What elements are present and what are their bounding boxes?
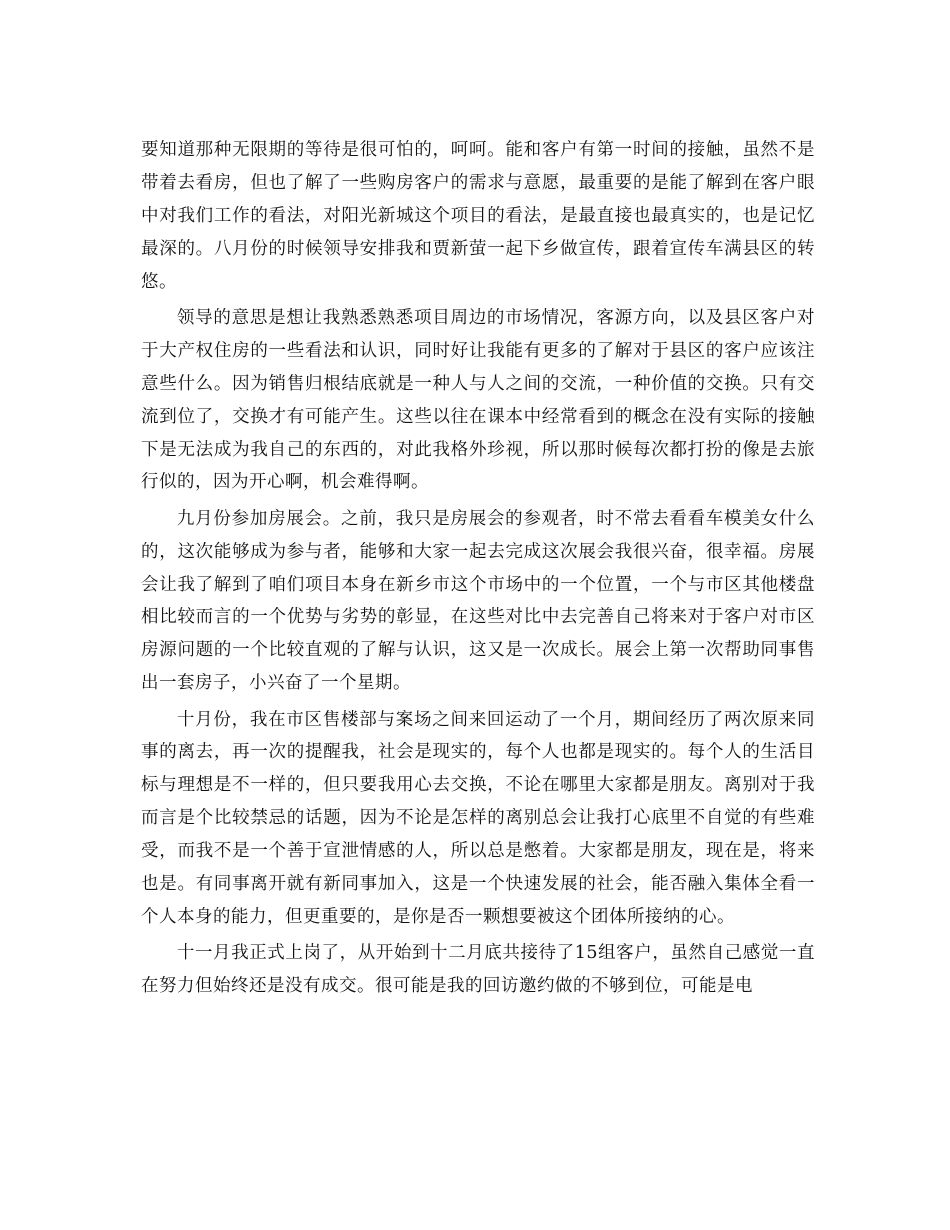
paragraph-2: 领导的意思是想让我熟悉熟悉项目周边的市场情况，客源方向，以及县区客户对于大产权住房的一些看法和认识，同时好让我能有更多的了解对于县区的客户应该注意些什么。因为销售归根结底就是一种人与人之间的交流，一种价值的交换。只有交流到位了，交换才有可能产生。这些以往在课本中经常看到的概念在没有实际的接触下是无法成为我自己的东西的，对此我格外珍视，所以那时候每次都打扮的像是去旅行似的，因为开心啊，机会难得啊。 <box>141 307 815 493</box>
paragraph-1: 要知道那种无限期的等待是很可怕的，呵呵。能和客户有第一时间的接触，虽然不是带着去看房，但也了解了一些购房客户的需求与意愿，最重要的是能了解到在客户眼中对我们工作的看法，对阳光新城这个项目的看法，是最直接也最真实的，也是记忆最深的。八月份的时候领导安排我和贾新萤一起下乡做宣传，跟着宣传车满县区的转悠。 <box>141 140 815 292</box>
paragraph-5: 十一月我正式上岗了，从开始到十二月底共接待了15组客户，虽然自己感觉一直在努力但始终还是没有成交。很可能是我的回访邀约做的不够到位，可能是电 <box>141 943 815 997</box>
paragraph-4: 十月份，我在市区售楼部与案场之间来回运动了一个月，期间经历了两次原来同事的离去，再一次的提醒我，社会是现实的，每个人也都是现实的。每个人的生活目标与理想是不一样的，但只要我用心去交换，不论在哪里大家都是朋友。离别对于我而言是个比较禁忌的话题，因为不论是怎样的离别总会让我打心底里不自觉的有些难受，而我不是一个善于宣泄情感的人，所以总是憋着。大家都是朋友，现在是，将来也是。有同事离开就有新同事加入，这是一个快速发展的社会，能否融入集体全看一个人本身的能力，但更重要的，是你是否一颗想要被这个团体所接纳的心。 <box>141 709 815 928</box>
paragraph-3: 九月份参加房展会。之前，我只是房展会的参观者，时不常去看看车模美女什么的，这次能够成为参与者，能够和大家一起去完成这次展会我很兴奋，很幸福。房展会让我了解到了咱们项目本身在新乡市这个市场中的一个位置，一个与市区其他楼盘相比较而言的一个优势与劣势的彰显，在这些对比中去完善自己将来对于客户对市区房源问题的一个比较直观的了解与认识，这又是一次成长。展会上第一次帮助同事售出一套房子，小兴奋了一个星期。 <box>141 508 815 694</box>
document-body <box>141 134 815 1007</box>
